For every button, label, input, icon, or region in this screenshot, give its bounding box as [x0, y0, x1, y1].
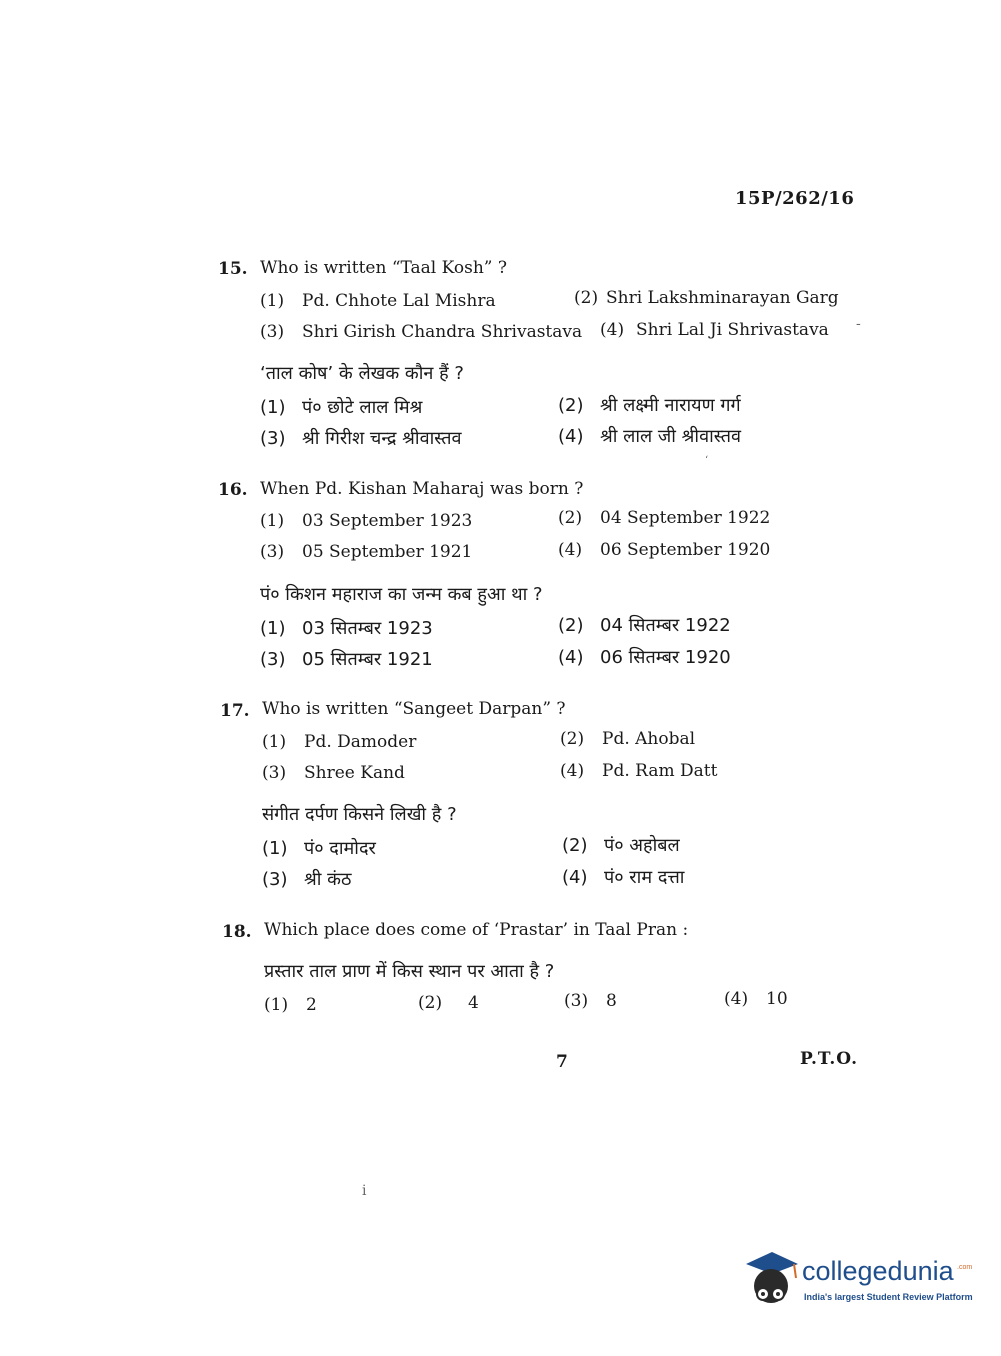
option-text: Pd. Damoder [304, 732, 417, 752]
option-number: (2) [558, 508, 583, 528]
q16-en-option-2 [558, 508, 770, 528]
question-18-number: 18. [222, 922, 252, 942]
paper-code: 15P/262/16 [735, 188, 855, 209]
option-text: 03 September 1923 [302, 511, 473, 531]
collegedunia-logo [742, 1248, 973, 1318]
q16-hi-option-1 [260, 616, 433, 640]
q18-option-4 [724, 989, 788, 1009]
mascot-icon [742, 1250, 800, 1310]
option-number: (4) [724, 989, 749, 1009]
question-15-text-hi: ‘ताल कोष’ के लेखक कौन हैं ? [260, 363, 464, 384]
q18-option-1 [264, 995, 317, 1015]
option-text: Pd. Ahobal [602, 729, 696, 749]
option-number: (4) [558, 647, 584, 668]
option-text: 06 September 1920 [600, 540, 771, 560]
q15-hi-option-3 [260, 426, 462, 450]
question-17-text-en: Who is written “Sangeet Darpan” ? [262, 699, 566, 719]
q17-hi-option-2 [562, 833, 680, 857]
q17-en-option-4 [560, 761, 717, 781]
option-text: श्री कंठ [304, 869, 352, 890]
option-number: (2) [558, 615, 584, 636]
option-number: (1) [262, 732, 287, 752]
option-text: 05 September 1921 [302, 542, 473, 562]
option-text: श्री लाल जी श्रीवास्तव [600, 426, 742, 447]
q17-en-option-3 [262, 763, 405, 783]
q15-en-option-4 [600, 320, 829, 340]
option-number: (4) [558, 426, 584, 447]
q16-en-option-1 [260, 511, 472, 531]
question-16-text-en: When Pd. Kishan Maharaj was born ? [260, 479, 584, 499]
option-number: (1) [262, 838, 288, 859]
option-number: (4) [560, 761, 585, 781]
logo-name: collegedunia [802, 1256, 954, 1286]
option-number: (3) [260, 542, 285, 562]
q17-hi-option-4 [562, 865, 684, 889]
question-17-number: 17. [220, 701, 250, 721]
pto-label: P.T.O. [800, 1049, 858, 1069]
question-15-text-en: Who is written “Taal Kosh” ? [260, 258, 507, 278]
option-number: (2) [574, 288, 599, 308]
q16-hi-option-3 [260, 647, 433, 671]
option-text: 04 September 1922 [600, 508, 771, 528]
logo-tagline: India's largest Student Review Platform [804, 1292, 973, 1302]
q16-hi-option-4 [558, 645, 731, 669]
option-number: (3) [262, 869, 288, 890]
option-text: 05 सितम्बर 1921 [302, 649, 433, 670]
option-text: 04 सितम्बर 1922 [600, 615, 731, 636]
option-number: (3) [260, 649, 286, 670]
q16-hi-option-2 [558, 613, 731, 637]
option-number: (2) [558, 395, 584, 416]
question-16-number: 16. [218, 480, 248, 500]
option-text: पं० दामोदर [304, 838, 376, 859]
q16-en-option-3 [260, 542, 472, 562]
q15-hi-option-1 [260, 395, 422, 419]
option-number: (1) [260, 618, 286, 639]
q17-hi-option-3 [262, 867, 351, 891]
stray-mark: ‘ [705, 455, 709, 466]
option-number: (4) [562, 867, 588, 888]
q15-en-option-1 [260, 291, 496, 311]
q15-en-option-3 [260, 322, 582, 342]
option-text: पं० छोटे लाल मिश्र [302, 397, 423, 418]
q17-en-option-2 [560, 729, 695, 749]
option-text: Pd. Ram Datt [602, 761, 718, 781]
q16-en-option-4 [558, 540, 770, 560]
q15-en-option-2 [574, 288, 839, 308]
q15-hi-option-2 [558, 393, 741, 417]
option-number: (1) [260, 397, 286, 418]
option-text: 2 [306, 995, 317, 1015]
option-number: (2) [418, 993, 443, 1013]
q17-hi-option-1 [262, 836, 376, 860]
option-text: Shri Lakshminarayan Garg [606, 288, 839, 308]
option-text: Pd. Chhote Lal Mishra [302, 291, 496, 311]
option-number: (3) [260, 428, 286, 449]
option-number: (2) [560, 729, 585, 749]
q18-option-2 [418, 993, 479, 1013]
option-text: 10 [766, 989, 788, 1009]
option-text: श्री लक्ष्मी नारायण गर्ग [600, 395, 741, 416]
question-16-text-hi: पं० किशन महाराज का जन्म कब हुआ था ? [260, 584, 543, 605]
option-text: 4 [468, 993, 479, 1013]
option-text: Shri Lal Ji Shrivastava [636, 320, 829, 340]
question-18-text-hi: प्रस्तार ताल प्राण में किस स्थान पर आता है ? [264, 961, 555, 982]
option-number: (2) [562, 835, 588, 856]
option-number: (1) [260, 291, 285, 311]
q18-option-3 [564, 991, 617, 1011]
question-17-text-hi: संगीत दर्पण किसने लिखी है ? [262, 804, 457, 825]
logo-dotcom: .com [957, 1264, 973, 1271]
option-text: 06 सितम्बर 1920 [600, 647, 731, 668]
option-number: (4) [600, 320, 625, 340]
q15-hi-option-4 [558, 424, 741, 448]
option-text: 8 [606, 991, 617, 1011]
stray-mark: i [362, 1183, 367, 1199]
question-18-text-en: Which place does come of ‘Prastar’ in Taal Pran : [264, 920, 689, 940]
page-number: 7 [556, 1052, 568, 1072]
option-number: (3) [260, 322, 285, 342]
q17-en-option-1 [262, 732, 416, 752]
option-text: पं० राम दत्ता [604, 867, 685, 888]
option-text: Shri Girish Chandra Shrivastava [302, 322, 583, 342]
option-text: श्री गिरीश चन्द्र श्रीवास्तव [302, 428, 462, 449]
question-15-number: 15. [218, 259, 248, 279]
option-number: (1) [264, 995, 289, 1015]
option-number: (4) [558, 540, 583, 560]
option-number: (3) [564, 991, 589, 1011]
option-number: (1) [260, 511, 285, 531]
option-text: 03 सितम्बर 1923 [302, 618, 433, 639]
option-text: Shree Kand [304, 763, 405, 783]
option-text: पं० अहोबल [604, 835, 680, 856]
option-number: (3) [262, 763, 287, 783]
stray-mark: - [856, 316, 861, 332]
